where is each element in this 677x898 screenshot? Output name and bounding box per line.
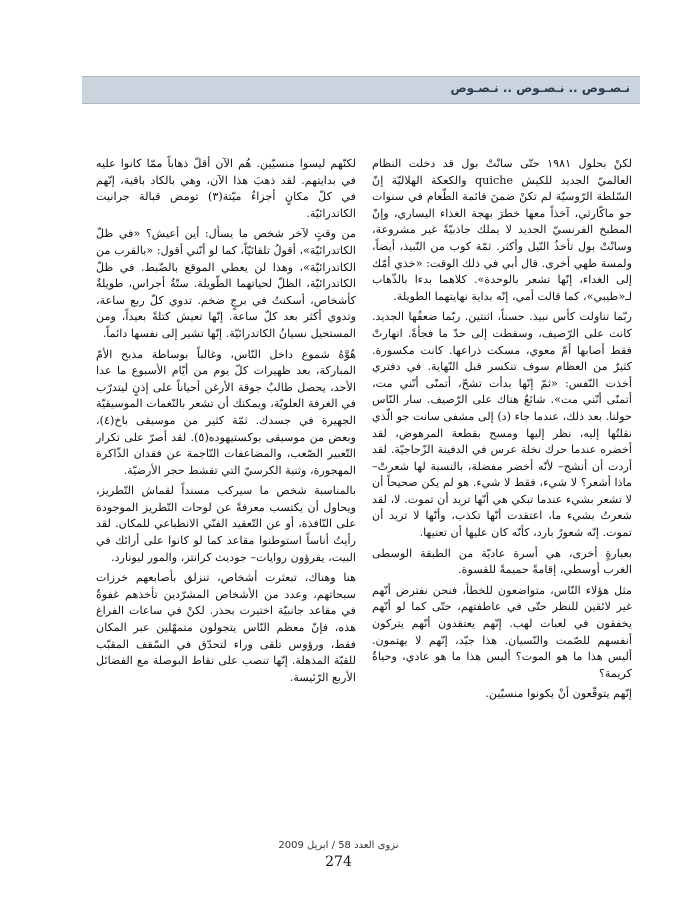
paragraph: من وقتٍ لآخر شخص ما يسأل: أين أعيش؟ «في ظلّ الكاتدرائيّة»، أقولُ تلقائيّاً، كما لو أنّني أقول: «بالقرب من الكاتدرائيّة»، وهذا لن يعطي الموقع بالضّبط. في ظلّ الكاتدرائيّة، الظلّ لحياتهما الطّويلة. ستّةُ أجراس، طويلةٌ كأشخاص، أسكنتُ في برجٍ ضخم. تدوي كلّ ربع ساعة، وتدوي أكثر بعد كلّ ساعة. إنّها تعيش كتلةً بعيداً، ومن المستحيل نسيانُ الكاتدرائيّة. إنّها تشير إلى نفسها دائماً. — [96, 227, 356, 340]
text-column-left — [96, 156, 356, 690]
section-header-band — [82, 76, 640, 104]
footer-issue-line: نزوى العدد 58 / ابريل 2009 — [278, 840, 399, 851]
paragraph: هُوَّهُ شموع داخل النّاس، وغالباً بوساطة مذبح الأمّ المباركة، بعد ظهيرات كلّ يوم من أيّام الأسبوع ما عدا الأحد، يحصل طالبٌ جوقة الأرغن أحياناً على إذنٍ ليتدرّب في الغرفة العلويّة، ويمكنك أن تشعر بالنّغمات الموسيقيّة الجهيرة في جسدك. ثمّة كثير من موسيقى باخ(٤)، وبعض من موسيقى بوكستيهوده(٥). لقد أصرّ على تكرار التّعبير الصّعب، والمضاعفات النّاجمة عن فقدان الذّاكرة المهجورة، وثنية الكرسيّ التي تقشط حجر الأرضيّة. — [96, 347, 356, 477]
paragraph: بالمناسبة شخص ما سيركب مسنداً لقماش التّطريز، ويحاول أن يكتسب معرفةً عن لوحات التّطريز الموجودة على النّافذة، أو عن التّعقيد الفنّي الانطباعي للمكان. لقد رأيتُ أناساً استوطنوا مقاعد كما لو كانوا على أرائك في البيت، يقرؤون روايات– جوديث كرانتز، والمور ليونارد. — [96, 484, 356, 564]
paragraph: مثل هؤلاء النّاس، متواضعون للخطأ، فنحن نفترض أنّهم غير لائقين للنظر حتّى في عاطفتهم، حتّى كما لو أنّهم يخفقون في لعبات لهب. إنّهم يعتقدون أنّهم يتركون أنفسهم للصّمت والنّسيان. هذا جيّد، إنّهم لا يهتمون. أليس هذا ما هو الموت؟ أليس هذا ما هو عادي، وحياةٌ كريمة؟ — [372, 583, 632, 680]
paragraph: لكنّهم ليسوا منسيّين. هُم الآن أقلّ ذهاباً ممّا كانوا عليه في بدايتهم. لقد ذهبَ هذا الآن، وهي بالكاد باقية، إنّهم في كلّ مكانٍ أجزاءٌ ميّتة(٣) تومض قبالة جرانيت الكاتدرائيّة. — [96, 157, 356, 220]
text-column-right — [372, 156, 632, 707]
paragraph: بعبارةٍ أخرى، هي أسرة عاديّة من الطبقة الوسطى الغرب أوسطي، إقامةً حميمةً للقسوة. — [372, 546, 632, 577]
section-header-title: نـصـوص .. نـصـوص .. نـصـوص — [450, 81, 630, 95]
paragraph: إنّهم يتوقّعون أنْ يكونوا منسيّين. — [485, 687, 632, 701]
paragraph: هنا وهناك، تبعثرت أشخاص، تنزلق بأصابعهم خرزات سبحاتهم، وعدد من الأشخاص المشرّدين تأخذهم غفوةٌ في مقاعد جانبيّة اختيرت بحذر. لكنْ في ساعات الفراغ هذه، فإنّ معظم النّاس يتجولون متمهّلين عبر المكان فقط، ورؤوس تلقى وراء لتحدّق في السّقف المقبّب للقبّة المذهلة. إنّها تنصب على نقاط البوصلة مع الفضائل الأربع الرّئيسة. — [96, 571, 356, 684]
paragraph: ربّما تناولت كأس نبيذ. حسناً، اثنتين. ربّما ضعفُها الجديد. كانت على الرّصيف، وسقطت إلى حدّ ما فجأةً. انهارتْ فقط أصابها أمّ معوي، مسكت ذراعها. كانت مكسورة. كثيرٌ من العظام سوف تنكسر قبل النّهاية. في دفتري أخذت النّفس: «ثمّ إنّها بدأت تشحّ، أتمنّى أنّني مت، أتمنّى أنّني مت». شائعٌ هناك على الرّصيف. سار النّاس حولنا. بعد ذلك، عندما جاء (د) إلى مشفى سانت جو الّذي نقلتُها إليه، نظر إليها ومسح بقطعة المرهوض، لقد أخضره عندما حرك نخلة عرس في الدفينة الزّجاجيّة. لقد أردت أن أنشج– لأنّه أخضر مفضلة، بالنسبة لها شعرتْ– ماذا أشعر؟ لا شيء، فقط لا شيء. هو لم يكن صحيحاً أن لا تشعر بشيء عندما تبكي هي أنّها تريد أن تموت. لا، لقد شعرتُ بشيء ما، اعتقدت أنّها تكذب، وأنّها لا تريد أن تموت. إنّه شعورٌ بارد، كأنّه كان عليها أن تعنيها. — [372, 310, 632, 540]
paragraph: لكنْ بحلول ١٩٨١ حتّى سانْتْ بول قد دخلت النظام العالميّ الجديد للكيش quiche والكعكة الهلاليّة إنّ السّلطة الرّوسيّة لم تكنْ ضمنَ قائمة الطّعام في سنوات جو ماكّارثي، آخذاً معها خطرَ بهجة الغذاء اليساري، وإنّ المطبخ الفرنسيّ الجديد لا يملك جاذبيّةً غير مشروعة، وسانْتْ بول تأخذُ النّيل وأكثر. ثمّة كوب من النّبيذ، أيضاً، ولمسة طهي أخرى. قال أبي في ذلك الوقت: «خذي أمّك إلى الغداء، إنّها تشعر بالوحدة». كلاهما بدءا بالذّهاب لـ«طيبي»، كما قالت أمي، إنّه بداية نهايتهما الطويلة. — [372, 157, 632, 303]
page-number: 274 — [325, 854, 352, 870]
